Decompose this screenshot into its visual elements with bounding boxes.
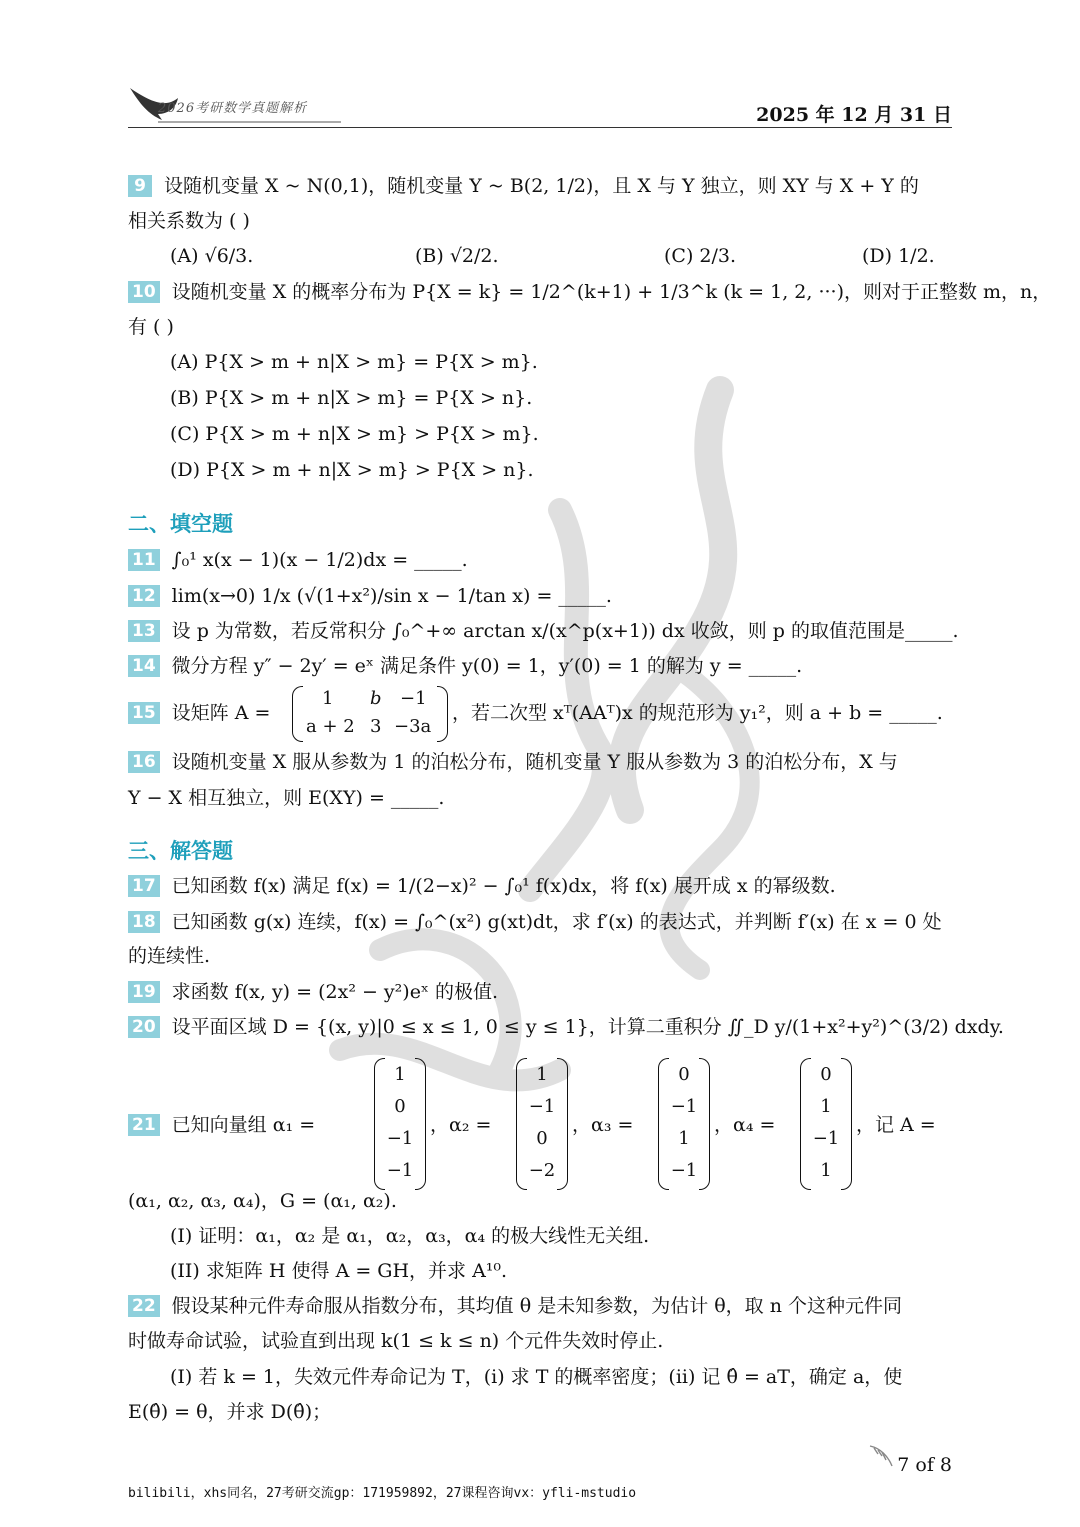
problem-22-part1: (I) 若 k = 1，失效元件寿命记为 T，(i) 求 T 的概率密度；(ii) 记 θ̂ = aT，确定 a，使 (170, 1366, 903, 1388)
matrix-cell: b (370, 688, 382, 709)
problem-18-line2: 的连续性. (128, 945, 211, 967)
header-title: 2026考研数学真题解析 (158, 101, 308, 116)
problem-12 (128, 582, 952, 610)
option-d: (D) 1/2. (862, 245, 935, 267)
problem-text: ∫₀¹ x(x − 1)(x − 1/2)dx = _____. (171, 549, 468, 571)
option-c: (C) 2/3. (664, 245, 737, 267)
problem-number: 15 (128, 702, 160, 724)
header-rule (128, 127, 952, 128)
problem-21-part2: (II) 求矩阵 H 使得 A = GH，并求 A¹⁰. (170, 1260, 508, 1282)
vector-entry: −1 (812, 1128, 840, 1149)
matrix-a (292, 686, 448, 742)
problem-number: 17 (128, 875, 160, 897)
vector-entry: −2 (528, 1160, 556, 1181)
problem-21 (128, 1110, 315, 1137)
problem-20 (128, 1013, 1004, 1041)
vector-entry: −1 (670, 1160, 698, 1181)
problem-text: 已知函数 f(x) 满足 f(x) = 1/(2−x)² − ∫₀¹ f(x)dx，将 f(x) 展开成 x 的幂级数. (171, 875, 836, 897)
problem-text: 设随机变量 X ~ N(0,1)，随机变量 Y ~ B(2, 1/2)，且 X 与 Y 独立，则 XY 与 X + Y 的 (164, 175, 919, 197)
problem-19 (128, 978, 952, 1006)
problem-16 (128, 748, 952, 776)
problem-13 (128, 617, 959, 645)
header-date: 2025 年 12 月 31 日 (756, 104, 952, 126)
problem-text: 已知函数 g(x) 连续，f(x) = ∫₀^(x²) g(xt)dt，求 f′(x) 的表达式，并判断 f′(x) 在 x = 0 处 (171, 911, 942, 933)
problem-number: 10 (128, 281, 160, 303)
problem-10 (128, 278, 1052, 306)
option-d: (D) P{X > m + n|X > m} > P{X > n}. (170, 459, 534, 481)
option-a: (A) √6/3. (170, 245, 254, 267)
problem-number: 18 (128, 911, 160, 933)
problem-22-part1-line2: E(θ̂) = θ，并求 D(θ̂)； (128, 1401, 332, 1423)
vector-entry: 1 (820, 1160, 832, 1181)
footer-note: bilibili，xhs同名，27考研交流gp：171959892，27课程咨询vx：yfli-mstudio (128, 1486, 637, 1501)
problem-number: 16 (128, 751, 160, 773)
problem-text: 假设某种元件寿命服从指数分布，其均值 θ 是未知参数，为估计 θ，取 n 个这种元件同 (171, 1295, 902, 1317)
matrix-cell: −1 (400, 688, 427, 709)
feather-icon (866, 1442, 896, 1470)
problem-14 (128, 652, 952, 680)
matrix-cell: a + 2 (306, 716, 355, 737)
problem-text-pre: 设矩阵 A = (171, 702, 271, 724)
vector-entry: 0 (820, 1064, 832, 1085)
problem-number: 20 (128, 1016, 160, 1038)
vector-alpha-2 (516, 1058, 568, 1190)
problem-10-line2: 有 ( ) (128, 316, 174, 338)
problem-lead: 已知向量组 α₁ = (171, 1114, 316, 1136)
problem-17 (128, 872, 952, 900)
vector-entry: −1 (386, 1128, 414, 1149)
matrix-cell: −3a (394, 716, 432, 737)
label-matrix-a: ，记 A = (856, 1114, 936, 1136)
paren-right (437, 686, 448, 742)
vector-entry: 0 (536, 1128, 548, 1149)
vector-entry: 1 (394, 1064, 406, 1085)
problem-21-part1: (I) 证明：α₁，α₂ 是 α₁，α₂，α₃，α₄ 的极大线性无关组. (170, 1225, 650, 1247)
problem-text: 设 p 为常数，若反常积分 ∫₀^+∞ arctan x/(x^p(x+1)) dx 收敛，则 p 的取值范围是_____. (171, 620, 959, 642)
problem-21-vectors (128, 1058, 952, 1190)
matrix-cell: 1 (322, 688, 334, 709)
vector-entry: 1 (536, 1064, 548, 1085)
paren-left (292, 686, 303, 742)
option-c: (C) P{X > m + n|X > m} > P{X > m}. (170, 423, 539, 445)
problem-9-line2: 相关系数为 ( ) (128, 210, 250, 232)
problem-16-line2: Y − X 相互独立，则 E(XY) = _____. (128, 787, 445, 809)
vector-entry: 0 (394, 1096, 406, 1117)
option-b: (B) P{X > m + n|X > m} = P{X > n}. (170, 387, 533, 409)
matrix-cell: 3 (370, 716, 382, 737)
problem-number: 22 (128, 1295, 160, 1317)
problem-15-post: ，若二次型 xᵀ(AAᵀ)x 的规范形为 y₁²，则 a + b = _____. (452, 702, 943, 724)
problem-9 (128, 172, 952, 200)
problem-number: 21 (128, 1114, 160, 1136)
label-alpha-3: ，α₃ = (572, 1114, 634, 1136)
vector-entry: 0 (678, 1064, 690, 1085)
problem-text: 设随机变量 X 的概率分布为 P{X = k} = 1/2^(k+1) + 1/3^k (k = 1, 2, ···)，则对于正整数 m，n， (171, 281, 1052, 303)
problem-text: 求函数 f(x, y) = (2x² − y²)eˣ 的极值. (171, 981, 499, 1003)
problem-number: 14 (128, 655, 160, 677)
label-alpha-2: ，α₂ = (430, 1114, 492, 1136)
problem-22-line2: 时做寿命试验，试验直到出现 k(1 ≤ k ≤ n) 个元件失效时停止. (128, 1330, 664, 1352)
section-answer: 三、解答题 (128, 839, 233, 863)
vector-entry: 1 (820, 1096, 832, 1117)
vector-alpha-4 (800, 1058, 852, 1190)
label-alpha-4: ，α₄ = (714, 1114, 776, 1136)
problem-number: 13 (128, 620, 160, 642)
vector-entry: −1 (386, 1160, 414, 1181)
problem-number: 12 (128, 585, 160, 607)
problem-18 (128, 908, 952, 936)
problem-number: 9 (128, 175, 152, 197)
section-fill-in: 二、填空题 (128, 512, 233, 536)
vector-entry: −1 (670, 1096, 698, 1117)
problem-text: 设随机变量 X 服从参数为 1 的泊松分布，随机变量 Y 服从参数为 3 的泊松分布，X 与 (171, 751, 898, 773)
problem-21-line2: (α₁, α₂, α₃, α₄)，G = (α₁, α₂). (128, 1190, 397, 1212)
page-number: 7 of 8 (897, 1454, 952, 1476)
problem-number: 19 (128, 981, 160, 1003)
problem-text: 设平面区域 D = {(x, y)|0 ≤ x ≤ 1, 0 ≤ y ≤ 1}，计算二重积分 ∬_D y/(1+x²+y²)^(3/2) dxdy. (171, 1016, 1004, 1038)
problem-number: 11 (128, 549, 160, 571)
vector-alpha-3 (658, 1058, 710, 1190)
problem-text: 微分方程 y″ − 2y′ = eˣ 满足条件 y(0) = 1，y′(0) = 1 的解为 y = _____. (171, 655, 803, 677)
vector-entry: 1 (678, 1128, 690, 1149)
problem-text: lim(x→0) 1/x (√(1+x²)/sin x − 1/tan x) = _____. (171, 585, 612, 607)
option-a: (A) P{X > m + n|X > m} = P{X > m}. (170, 351, 538, 373)
vector-alpha-1 (374, 1058, 426, 1190)
vector-entry: −1 (528, 1096, 556, 1117)
option-b: (B) √2/2. (415, 245, 499, 267)
problem-11 (128, 546, 952, 574)
problem-22 (128, 1292, 952, 1320)
